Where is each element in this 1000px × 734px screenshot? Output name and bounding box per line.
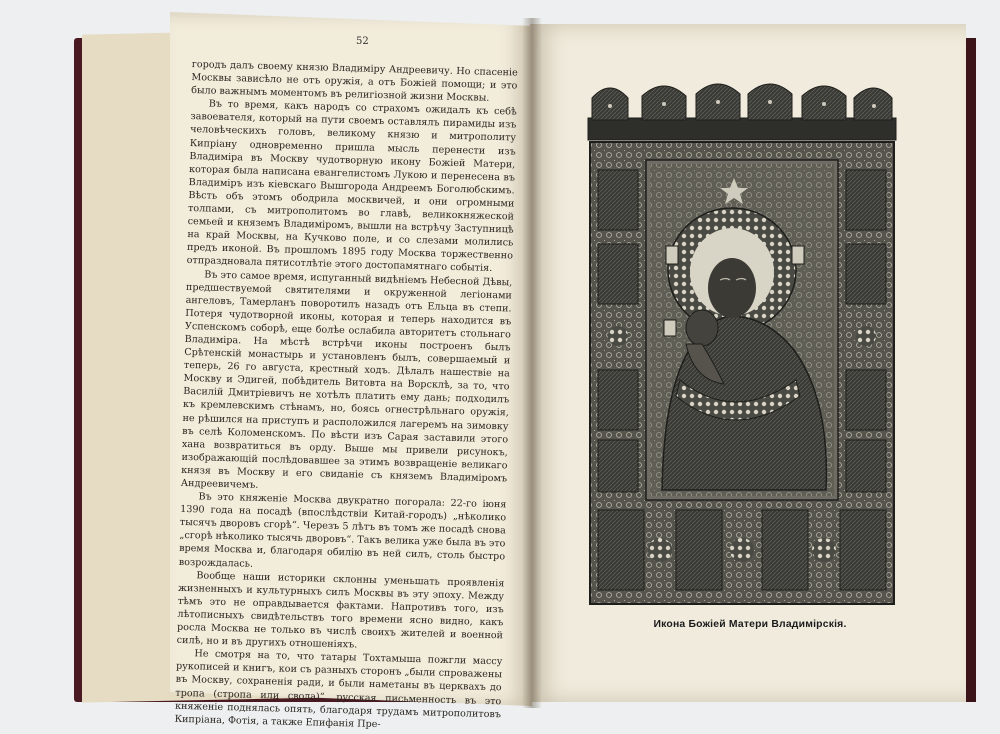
- paragraph-5: Вообще наши историки склонны уменьшать проявленія жизненныхъ и культурныхъ силъ Москвы въ эту эпоху. Между тѣмъ это не оправдывается фактами. Напротивъ того, изъ лѣтописныхъ свидѣтельствъ того времени ясно видно, какъ росла Москва не только въ числѣ своихъ жителей и военной силѣ, но и въ другихъ отношеніяхъ.: [176, 569, 505, 651]
- paragraph-2: Въ то время, какъ народъ со страхомъ ожидалъ къ себѣ завоевателя, который на пути своемъ оставлялъ пирамиды изъ человѣческихъ головъ, великому князю и митрополиту Кипріану одновременно пришла мысль перенести изъ Владиміра въ Москву чудотворную икону Божіей Матери, которая была написана евангелистомъ Лукою и перенесена въ Владиміръ изъ кіевскаго Вышгорода Андреемъ Боголюбскимъ. Вѣсть объ этомъ ободрила москвичей, и они огромными толпами, съ митрополитомъ во главѣ, великокняжеской семьей и княземъ Владиміромъ, вышли на встрѣчу Заступницѣ на край Москвы, на Кучково поле, и со слезами молились предъ иконой. Въ прошломъ 1895 году Москва торжественно отпраздновала пятисотлѣтіе этого достопамятнаго событія.: [186, 98, 517, 275]
- icon-illustration: [584, 80, 900, 608]
- left-page-text: [175, 58, 518, 734]
- paragraph-1: городъ далъ своему князю Владиміру Андреевичу. Но спасеніе Москвы зависѣло не отъ оружія, а отъ Божіей помощи; и это было важнымъ моментомъ въ религіозной жизни Москвы.: [191, 58, 518, 104]
- paragraph-3: Въ это самое время, испуганный видѣніемъ Небесной Дѣвы, предшествуемой святителями и окруженной легіонами ангеловъ, Тамерланъ поворотилъ назадъ отъ Ельца въ степи. Потеря чудотворной иконы, которая и теперь находится въ Успенскомъ соборѣ, еще болѣе ослабила авторитетъ стольнаго Владиміра. На мѣстѣ встрѣчи иконы построенъ былъ Срѣтенскій монастырь и установленъ былъ, совершаемый и теперь, 26 го августа, крестный ходъ. Дѣлалъ нашествіе на Москву и Эдигей, побѣдитель Витовта на Ворсклѣ, за то, что Василій Дмитріевичъ не хотѣлъ платить ему дань; подходилъ къ кремлевскимъ стѣнамъ, но, боясь огнестрѣльнаго оружія, не рѣшился на приступъ и расположился лагеремъ на зимовку въ селѣ Коломенскомъ. По вѣсти изъ Сарая заставили этого хана возвратиться въ орду. Выше мы привели рисунокъ, изображающій послѣдовавшее за этимъ возвращеніе великаго князя въ Москву и его свиданіе съ княземъ Владиміромъ Андреевичемъ.: [180, 268, 513, 491]
- madonna-face: [708, 258, 756, 318]
- page-number: 52: [356, 36, 369, 47]
- book-gutter: [522, 18, 542, 708]
- illustration-caption: Икона Божіей Матери Владимірскія.: [653, 619, 847, 630]
- child-head: [686, 310, 718, 346]
- paragraph-6: Не смотря на то, что татары Тохтамыша пожгли массу рукописей и книгъ, кои съ разныхъ сторонъ „были спроважены въ Москву, сохраненія ради, и были наметаны въ церквахъ до тропа (стропа или свода)“, русская письменность въ это княженіе поднялась опять, благодаря трудамъ митрополитовъ Кипріана, Фотія, а также Епифанія Пре-: [174, 648, 503, 730]
- crown-ornaments: [588, 84, 896, 140]
- paragraph-4: Въ это княженіе Москва двукратно погорала: 22-го іюня 1390 года на посадѣ (впослѣдствіи Китай-городъ) „нѣколико тысячъ дворовъ сгорѣ“. Черезъ 5 лѣтъ въ томъ же посадѣ снова „сгорѣ нѣколико тысячь дворовъ“. Такъ велика уже была въ это время Москва и, благодаря обилію въ ней силъ, столь быстро возрождалась.: [178, 491, 507, 570]
